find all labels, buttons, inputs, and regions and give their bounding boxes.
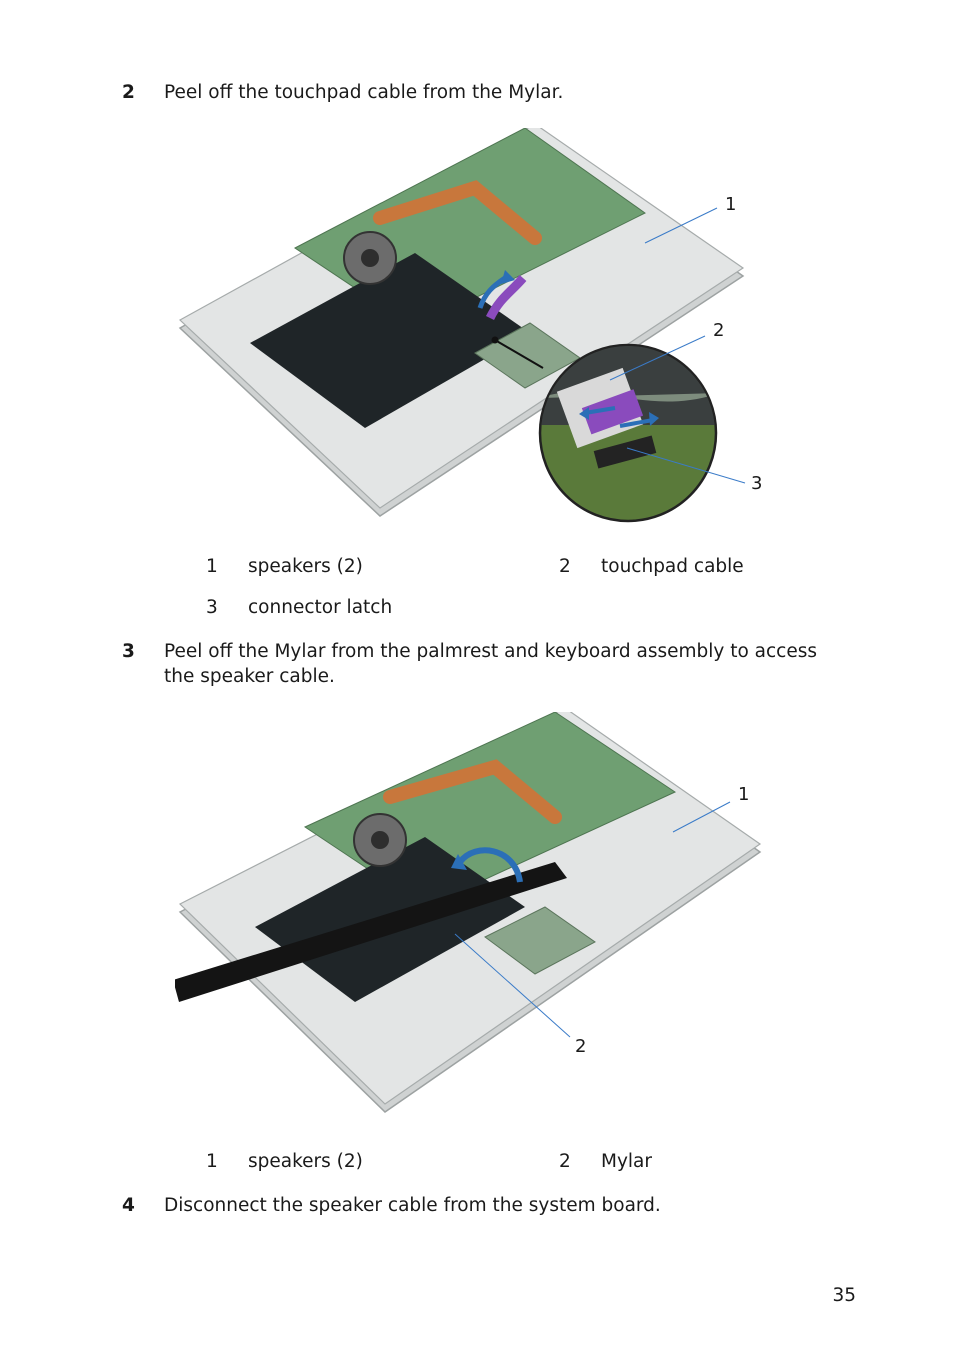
step-text: Peel off the touchpad cable from the Mylar.: [164, 82, 564, 103]
step-text: Peel off the Mylar from the palmrest and keyboard assembly to access the speaker cable.: [164, 641, 818, 687]
legend-label: touchpad cable: [601, 556, 744, 577]
callout-1: 1: [725, 194, 737, 215]
legend-label: connector latch: [248, 597, 393, 618]
callout-2: 2: [575, 1036, 587, 1057]
figure-mylar: [175, 712, 775, 1122]
legend-number: 3: [206, 597, 218, 618]
legend-number: 1: [206, 556, 218, 577]
legend-number: 2: [559, 1151, 571, 1172]
legend-number: 1: [206, 1151, 218, 1172]
page-number: 35: [832, 1285, 856, 1306]
figure-touchpad-cable: [175, 128, 775, 528]
callout-1: 1: [738, 784, 750, 805]
callout-2: 2: [713, 320, 725, 341]
legend-label: speakers (2): [248, 556, 363, 577]
step-number: 2: [122, 82, 135, 103]
step-text: Disconnect the speaker cable from the system board.: [164, 1195, 661, 1216]
step-number: 4: [122, 1195, 135, 1216]
step-number: 3: [122, 641, 135, 662]
legend-label: speakers (2): [248, 1151, 363, 1172]
legend-number: 2: [559, 556, 571, 577]
callout-3: 3: [751, 473, 763, 494]
legend-label: Mylar: [601, 1151, 652, 1172]
